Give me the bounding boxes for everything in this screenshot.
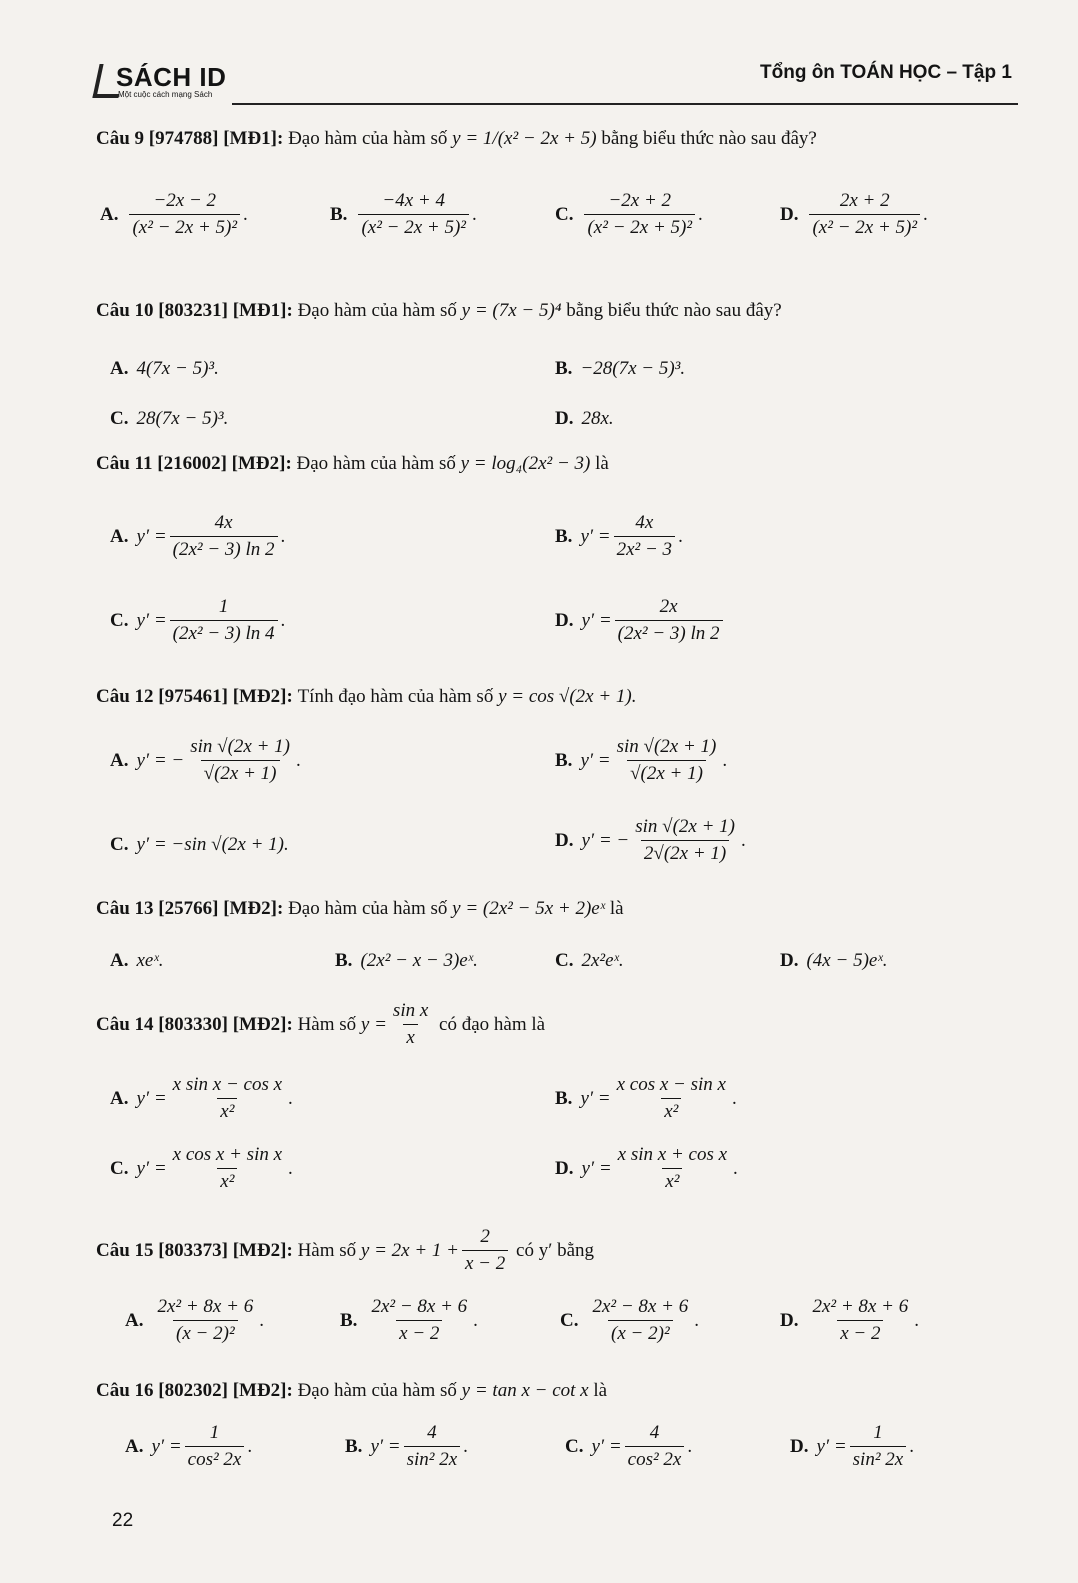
option-key: A. bbox=[110, 749, 129, 771]
option-c[interactable]: C. $\frac{\text{2x² − 8x + 6}}{\text{(x − 2)²}}$ . bbox=[560, 1296, 699, 1344]
question-9 bbox=[96, 128, 817, 150]
option-key: C. bbox=[555, 950, 574, 971]
question-expression: y = tan x − cot x bbox=[461, 1380, 589, 1401]
option-key: D. bbox=[780, 203, 799, 225]
option-key: B. bbox=[555, 525, 573, 547]
option-b[interactable]: B. y′ = $\frac{4}{\text{sin² 2x}}$ . bbox=[345, 1422, 468, 1470]
option-lhs: y′ = bbox=[580, 525, 611, 547]
option-key: B. bbox=[335, 950, 353, 971]
option-a[interactable]: A. y′ = $\frac{\text{x sin x − cos x}}{\text{x²}}$ . bbox=[110, 1074, 293, 1122]
option-a[interactable]: A. $\frac{-2x - 2}{\text{(x² − 2x + 5)²}}$ . bbox=[100, 190, 248, 238]
option-key: D. bbox=[555, 408, 574, 429]
option-key: A. bbox=[110, 525, 129, 547]
question-expression: y = 1/(x² − 2x + 5) bbox=[452, 128, 597, 149]
option-fraction: $\frac{\text{x cos x + sin x}}{\text{x²}}$ bbox=[172, 1144, 283, 1192]
option-b[interactable]: B. $\frac{\text{2x² − 8x + 6}}{x - 2}$ . bbox=[340, 1296, 478, 1344]
question-text: Đạo hàm của hàm số bbox=[288, 898, 448, 919]
option-fraction: $\frac{4}{\text{sin² 2x}}$ bbox=[404, 1422, 461, 1471]
question-suffix: bằng biểu thức nào sau đây? bbox=[601, 128, 817, 149]
question-expression: y = (7x − 5)⁴ bbox=[461, 300, 562, 321]
question-12 bbox=[96, 686, 637, 708]
option-b[interactable]: B. $\frac{-4x + 4}{\text{(x² − 2x + 5)²}}$ . bbox=[330, 190, 477, 238]
option-b[interactable]: B. y′ = $\frac{\sin √(2x + 1)}{√(2x + 1)}$ . bbox=[555, 736, 728, 784]
book-title: Tổng ôn TOÁN HỌC – Tập 1 bbox=[760, 62, 1012, 83]
option-value: (2x² − x − 3)eˣ. bbox=[360, 950, 478, 971]
option-key: C. bbox=[110, 1157, 129, 1179]
option-key: B. bbox=[330, 203, 348, 225]
option-value: 4(7x − 5)³. bbox=[136, 358, 219, 379]
question-expression: y = cos √(2x + 1). bbox=[498, 686, 637, 707]
question-label: Câu 15 [803373] [MĐ2]: bbox=[96, 1239, 293, 1261]
option-fraction: $\frac{\sin √(2x + 1)}{√(2x + 1)}$ bbox=[616, 736, 717, 784]
option-c[interactable]: C. y′ = $\frac{\text{x cos x + sin x}}{\text{x²}}$ . bbox=[110, 1144, 293, 1192]
question-expression: y = (2x² − 5x + 2)eˣ bbox=[452, 898, 606, 919]
option-fraction: $\frac{-2x - 2}{\text{(x² − 2x + 5)²}}$ bbox=[129, 190, 240, 239]
question-text: Đạo hàm của hàm số bbox=[288, 128, 448, 149]
option-b[interactable]: B. y′ = $\frac{4x}{\text{2x² − 3}}$ . bbox=[555, 512, 683, 560]
option-lhs: y′ = − bbox=[136, 749, 185, 771]
question-14 bbox=[96, 1000, 545, 1049]
question-11 bbox=[96, 453, 609, 475]
question-text: Hàm số bbox=[297, 1013, 357, 1035]
option-key: C. bbox=[110, 834, 129, 855]
option-fraction: $\frac{\text{2x² − 8x + 6}}{x - 2}$ bbox=[371, 1296, 468, 1344]
option-d[interactable]: D. y′ = $\frac{1}{\text{sin² 2x}}$ . bbox=[790, 1422, 914, 1470]
option-b[interactable] bbox=[335, 950, 478, 972]
option-a[interactable] bbox=[110, 950, 163, 972]
option-key: B. bbox=[340, 1309, 358, 1331]
option-d[interactable] bbox=[780, 950, 887, 972]
question-expression-fraction: $\frac{2}{x - 2}$ bbox=[462, 1226, 508, 1275]
option-fraction: $\frac{\text{x sin x − cos x}}{\text{x²}}$ bbox=[172, 1074, 283, 1122]
option-d[interactable] bbox=[555, 596, 726, 645]
option-c[interactable] bbox=[110, 408, 228, 430]
header-divider bbox=[232, 103, 1018, 105]
option-fraction: $\frac{4}{\text{cos² 2x}}$ bbox=[625, 1422, 685, 1471]
option-lhs: y′ = bbox=[136, 609, 167, 631]
option-lhs: y′ = bbox=[580, 749, 611, 771]
option-key: A. bbox=[110, 1087, 129, 1109]
option-c[interactable]: C. y′ = $\frac{4}{\text{cos² 2x}}$ . bbox=[565, 1422, 693, 1470]
option-key: C. bbox=[560, 1309, 579, 1331]
option-key: A. bbox=[110, 358, 129, 379]
question-16 bbox=[96, 1380, 607, 1402]
question-suffix: là bbox=[593, 1380, 608, 1401]
option-fraction: $\frac{2x}{\text{(2x² − 3) ln 2}}$ bbox=[615, 596, 723, 645]
question-expression-lhs: y = bbox=[360, 1013, 387, 1035]
option-b[interactable] bbox=[555, 358, 685, 380]
question-suffix: có y′ bằng bbox=[516, 1239, 595, 1261]
question-label: Câu 14 [803330] [MĐ2]: bbox=[96, 1013, 293, 1035]
option-lhs: y′ = bbox=[581, 1157, 612, 1179]
option-value: 28(7x − 5)³. bbox=[136, 408, 229, 429]
option-value: −28(7x − 5)³. bbox=[580, 358, 686, 379]
question-text: Đạo hàm của hàm số bbox=[297, 1380, 457, 1401]
option-b[interactable]: B. y′ = $\frac{\text{x cos x − sin x}}{\text{x²}}$ . bbox=[555, 1074, 737, 1122]
question-15 bbox=[96, 1226, 594, 1275]
question-label: Câu 12 [975461] [MĐ2]: bbox=[96, 686, 293, 707]
option-fraction: $\frac{-2x + 2}{\text{(x² − 2x + 5)²}}$ bbox=[584, 190, 695, 239]
option-key: D. bbox=[790, 1435, 809, 1457]
option-fraction: $\frac{\text{x sin x + cos x}}{\text{x²}}$ bbox=[617, 1144, 728, 1192]
option-c[interactable] bbox=[555, 950, 624, 972]
option-fraction: $\frac{\sin √(2x + 1)}{√(2x + 1)}$ bbox=[190, 736, 290, 784]
option-value: xeˣ. bbox=[136, 950, 164, 971]
option-lhs: y′ = bbox=[136, 1087, 167, 1109]
option-fraction: $\frac{\text{2x² − 8x + 6}}{\text{(x − 2)²}}$ bbox=[592, 1296, 689, 1344]
option-c[interactable]: C. $\frac{-2x + 2}{\text{(x² − 2x + 5)²}}$ . bbox=[555, 190, 703, 238]
option-key: A. bbox=[110, 950, 129, 971]
option-d[interactable]: D. $\frac{\text{2x² + 8x + 6}}{x - 2}$ . bbox=[780, 1296, 919, 1344]
page-number: 22 bbox=[112, 1510, 134, 1531]
question-suffix: là bbox=[609, 898, 624, 919]
option-fraction: $\frac{\text{2x² + 8x + 6}}{\text{(x − 2)²}}$ bbox=[157, 1296, 254, 1344]
question-suffix: có đạo hàm là bbox=[439, 1013, 546, 1035]
option-a[interactable]: A. $\frac{\text{2x² + 8x + 6}}{\text{(x − 2)²}}$ . bbox=[125, 1296, 264, 1344]
brand-tagline: Một cuộc cách mạng Sách bbox=[118, 90, 213, 99]
option-lhs: y′ = bbox=[591, 1435, 622, 1457]
option-lhs: y′ = bbox=[370, 1435, 401, 1457]
option-value: (4x − 5)eˣ. bbox=[806, 950, 888, 971]
option-lhs: y′ = bbox=[580, 1087, 611, 1109]
option-fraction: $\frac{\text{2x² + 8x + 6}}{x - 2}$ bbox=[812, 1296, 909, 1344]
question-text: Đạo hàm của hàm số bbox=[297, 300, 457, 321]
option-lhs: y′ = bbox=[151, 1435, 182, 1457]
option-fraction: $\frac{1}{\text{sin² 2x}}$ bbox=[850, 1422, 907, 1471]
option-key: D. bbox=[780, 950, 799, 971]
option-lhs: y′ = bbox=[136, 1157, 167, 1179]
option-key: B. bbox=[345, 1435, 363, 1457]
question-label: Câu 11 [216002] [MĐ2]: bbox=[96, 453, 292, 474]
question-expression-fraction: $\frac{\text{sin x}}{x}$ bbox=[392, 1000, 429, 1048]
question-suffix: là bbox=[595, 453, 609, 474]
option-d[interactable]: D. $\frac{2x + 2}{\text{(x² − 2x + 5)²}}$ . bbox=[780, 190, 928, 238]
option-a[interactable]: A. y′ = $\frac{4x}{\text{(2x² − 3) ln 2}}$ . bbox=[110, 512, 286, 560]
option-key: C. bbox=[555, 203, 574, 225]
option-key: C. bbox=[110, 408, 129, 429]
option-a[interactable] bbox=[110, 358, 219, 380]
option-key: D. bbox=[555, 1157, 574, 1179]
question-label: Câu 13 [25766] [MĐ2]: bbox=[96, 898, 284, 919]
option-fraction: $\frac{1}{\text{cos² 2x}}$ bbox=[185, 1422, 245, 1471]
question-expression-lhs: y = 2x + 1 + bbox=[360, 1239, 459, 1261]
option-fraction: $\frac{4x}{\text{(2x² − 3) ln 2}}$ bbox=[170, 512, 278, 561]
option-key: D. bbox=[555, 609, 574, 631]
option-a[interactable]: A. y′ = $\frac{1}{\text{cos² 2x}}$ . bbox=[125, 1422, 253, 1470]
question-label: Câu 10 [803231] [MĐ1]: bbox=[96, 300, 293, 321]
option-key: C. bbox=[565, 1435, 584, 1457]
option-key: D. bbox=[555, 829, 574, 851]
option-fraction: $\frac{1}{\text{(2x² − 3) ln 4}}$ bbox=[170, 596, 278, 645]
option-fraction: $\frac{-4x + 4}{\text{(x² − 2x + 5)²}}$ bbox=[358, 190, 469, 239]
brand-name: SÁCH ID bbox=[116, 62, 227, 92]
question-text: Đạo hàm của hàm số bbox=[296, 453, 456, 474]
option-key: B. bbox=[555, 1087, 573, 1109]
question-suffix: bằng biểu thức nào sau đây? bbox=[566, 300, 782, 321]
question-10 bbox=[96, 300, 782, 322]
option-d[interactable] bbox=[555, 408, 614, 430]
option-c[interactable] bbox=[110, 834, 289, 856]
option-key: A. bbox=[125, 1309, 144, 1331]
question-text: Hàm số bbox=[297, 1239, 357, 1261]
option-lhs: y′ = − bbox=[581, 829, 630, 851]
option-d[interactable]: D. y′ = $\frac{\text{x sin x + cos x}}{\text{x²}}$ . bbox=[555, 1144, 738, 1192]
option-key: B. bbox=[555, 749, 573, 771]
option-d[interactable]: D. y′ = − $\frac{\sin √(2x + 1)}{2√(2x + 1)}$ . bbox=[555, 816, 746, 864]
option-key: B. bbox=[555, 358, 573, 379]
question-13 bbox=[96, 898, 624, 920]
option-fraction: $\frac{2x + 2}{\text{(x² − 2x + 5)²}}$ bbox=[809, 190, 920, 239]
question-expression: y = log₄(2x² − 3) bbox=[460, 453, 591, 474]
option-key: A. bbox=[100, 203, 119, 225]
option-key: D. bbox=[780, 1309, 799, 1331]
option-value: y′ = −sin √(2x + 1). bbox=[136, 834, 289, 855]
option-value: 2x²eˣ. bbox=[581, 950, 624, 971]
question-text: Tính đạo hàm của hàm số bbox=[297, 686, 494, 707]
option-c[interactable]: C. y′ = $\frac{1}{\text{(2x² − 3) ln 4}}$ . bbox=[110, 596, 286, 644]
option-key: C. bbox=[110, 609, 129, 631]
option-value: 28x. bbox=[581, 408, 614, 429]
option-fraction: $\frac{\sin √(2x + 1)}{2√(2x + 1)}$ bbox=[635, 816, 735, 864]
option-fraction: $\frac{\text{x cos x − sin x}}{\text{x²}}$ bbox=[616, 1074, 726, 1122]
option-lhs: y′ = bbox=[581, 609, 612, 631]
option-lhs: y′ = bbox=[816, 1435, 847, 1457]
question-label: Câu 16 [802302] [MĐ2]: bbox=[96, 1380, 293, 1401]
question-label: Câu 9 [974788] [MĐ1]: bbox=[96, 128, 284, 149]
option-fraction: $\frac{4x}{\text{2x² − 3}}$ bbox=[614, 512, 675, 561]
option-a[interactable]: A. y′ = − $\frac{\sin √(2x + 1)}{√(2x + 1)}$ . bbox=[110, 736, 301, 784]
option-lhs: y′ = bbox=[136, 525, 167, 547]
option-key: A. bbox=[125, 1435, 144, 1457]
